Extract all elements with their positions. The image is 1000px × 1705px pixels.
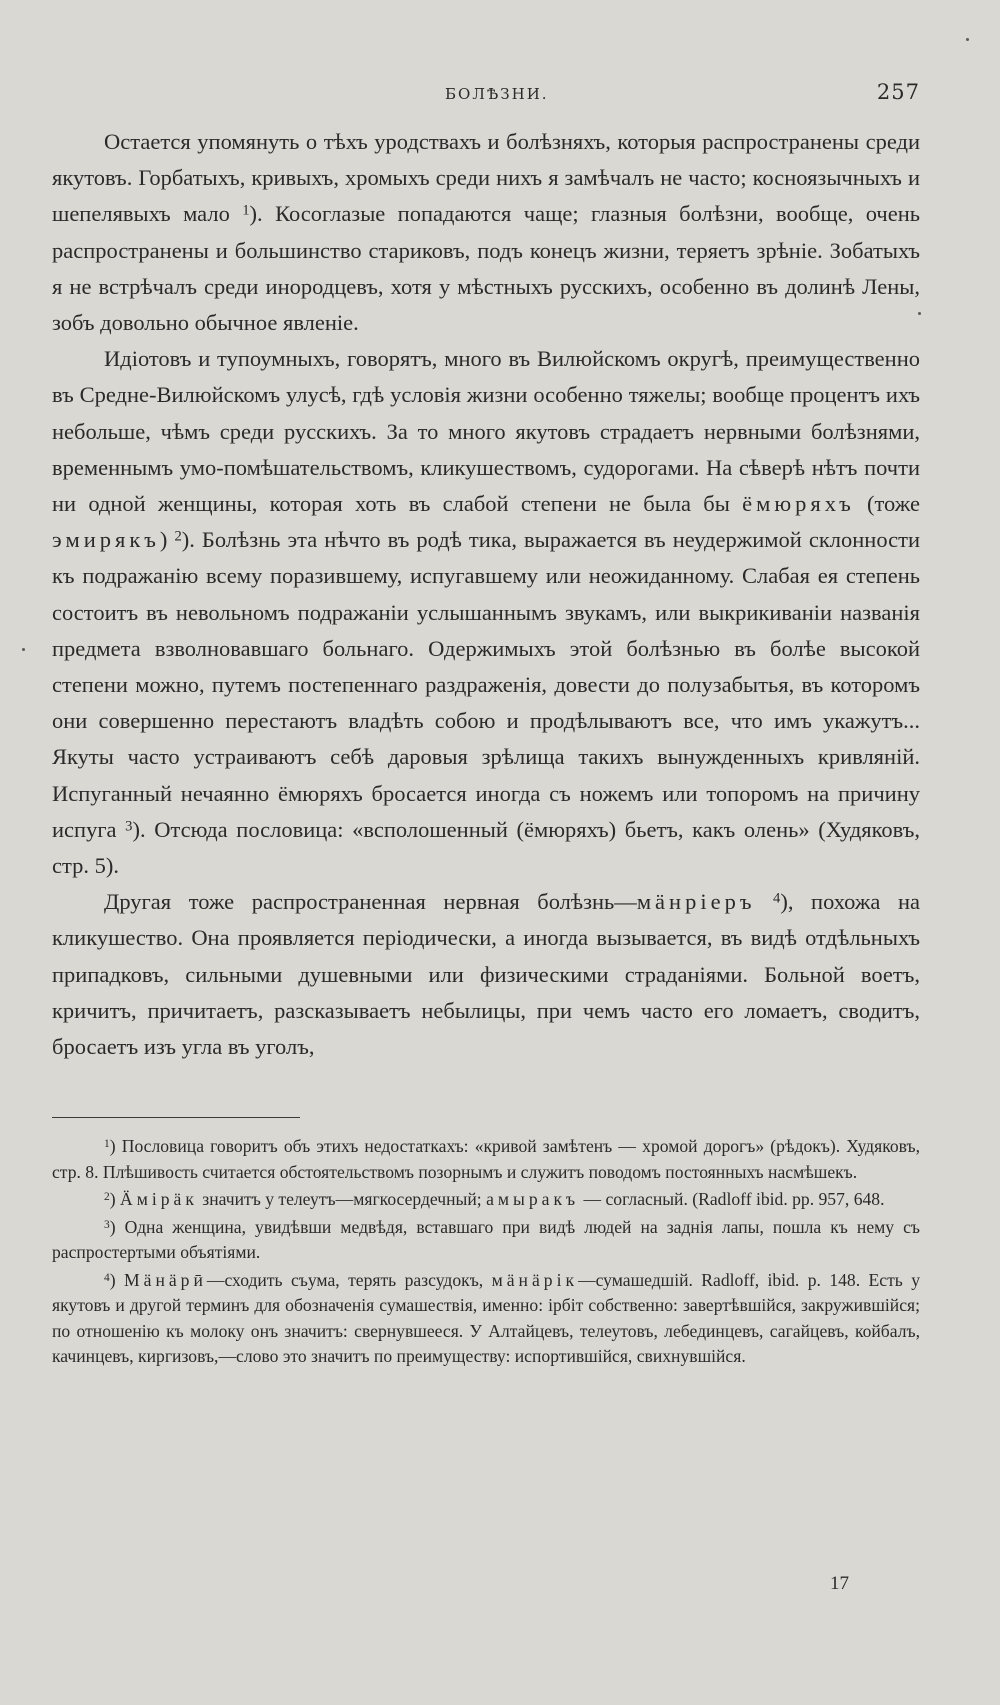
- footnote-1: $^1$) Пословица говоритъ объ этихъ недостаткахъ: «кривой замѣтенъ — хромой дорогъ» (рѣдокъ). Худяковъ, стр. 8. Плѣшивость считается обстоятельствомъ позорнымъ и служитъ поводомъ постоянныхъ насмѣшекъ.: [52, 1136, 921, 1182]
- paragraph-1-text: Остается упомянуть о тѣхъ уродствахъ и болѣзняхъ, которыя распространены среди якутовъ. Горбатыхъ, кривыхъ, хромыхъ среди нихъ я замѣчалъ не часто; косноязычныхъ и шепелявыхъ мало: [52, 129, 920, 227]
- paragraph-2-text-a: Идіотовъ и тупоумныхъ, говорятъ, много въ Вилюйскомъ округѣ, преимущественно въ Средне-Вилюйскомъ улусѣ, гдѣ условія жизни особенно тяжелы; вообще процентъ ихъ небольше, чѣмъ среди русскихъ. За то много якутовъ страдаетъ нервными болѣзнями, временнымъ умо-помѣшательствомъ, кликушествомъ, судорогами. На сѣверѣ нѣтъ почти ни одной женщины, которая хоть въ слабой степени не была бы: [52, 346, 920, 517]
- paper-speck: [918, 312, 921, 315]
- footnote-2-text-a: значитъ у телеутъ—мягкосердечный;: [202, 1189, 482, 1210]
- paragraph-2-text-b: (тоже: [867, 491, 920, 517]
- footnote-ref-1: 1: [242, 202, 250, 219]
- footnote-4-text-b: —сумашедшій. Radloff, ibid. p. 148. Есть у якутовъ и другой терминъ для обозначенія сумашествія, именно: ірбіт собственно: завертѣвшійся, закружившійся; по отношенію къ молоку онъ значитъ: свернувшееся. У Алтайцевъ, телеутовъ, лебединцевъ, сагайцевъ, койбалъ, качинцевъ, киргизовъ,—слово это значитъ по преимуществу: испортившійся, свихнувшійся.: [52, 1269, 920, 1367]
- footnote-4-term-a: Мӓнӓрӣ: [124, 1269, 207, 1290]
- footnote-4-mark: 4: [104, 1271, 110, 1284]
- footnote-1-mark: 1: [104, 1138, 110, 1151]
- footnote-ref-2: 2: [174, 528, 182, 545]
- paragraph-3-text-a: Другая тоже распространенная нервная болѣзнь—: [104, 889, 637, 915]
- footnote-3-mark: 3: [104, 1218, 110, 1231]
- paragraph-2-text-d: . Отсюда пословица: «всполошенный (ёмюряхъ) бьетъ, какъ олень» (Худяковъ, стр. 5).: [52, 816, 921, 879]
- footnote-4-term-b: мӓнӓрік: [491, 1269, 579, 1290]
- footnote-3: $^3$) Одна женщина, увидѣвши медвѣдя, вставшаго при видѣ людей на заднія лапы, пошла къ нему съ распростертыми объятіями.: [52, 1216, 920, 1263]
- body-text: [52, 124, 920, 1065]
- footnote-2-text-b: — согласный. (Radloff ibid. pp. 957, 648.: [583, 1189, 885, 1210]
- footnote-divider: [52, 1117, 300, 1118]
- footnote-ref-3: 3: [125, 818, 133, 835]
- paragraph-2: Идіотовъ и тупоумныхъ, говорятъ, много въ Вилюйскомъ округѣ, преимущественно въ Средне-Вилюйскомъ улусѣ, гдѣ условія жизни особенно тяжелы; вообще процентъ ихъ небольше, чѣмъ среди русскихъ. За то много якутовъ страдаетъ нервными болѣзнями, временнымъ умо-помѣшательствомъ, кликушествомъ, судорогами. На сѣверѣ нѣтъ почти ни одной женщины, которая хоть въ слабой степени не была бы ёмюряхъ (тоже эмирякъ) $^2$). Болѣзнь эта нѣчто въ родѣ тика, выражается въ неудержимой склонности къ подражанію всему поразившему, испугавшему или неожиданному. Слабая ея степень состоитъ въ невольномъ подражаніи услышаннымъ звукамъ, или выкрикиваніи названія предмета взволновавшаго больнаго. Одержимыхъ этой болѣзнью въ болѣе высокой степени можно, путемъ постепеннаго раздраженія, довести до полузабытья, въ которомъ они совершенно перестаютъ владѣть собою и продѣлываютъ все, что имъ укажутъ... Якуты часто устраиваютъ себѣ даровыя зрѣлища такихъ вынужденныхъ кривляній. Испуганный нечаянно ёмюряхъ бросается иногда съ ножемъ или топоромъ на причину испуга $^3$). Отсюда пословица: «всполошенный (ёмюряхъ) бьетъ, какъ олень» (Худяковъ, стр. 5).: [52, 346, 921, 879]
- paragraph-2-text-c: . Болѣзнь эта нѣчто въ родѣ тика, выражается въ неудержимой склонности къ подражанію всему поразившему, испугавшему или неожиданному. Слабая ея степень состоитъ въ невольномъ подражаніи услышаннымъ звукамъ, или выкрикиваніи названія предмета взволновавшаго больнаго. Одержимыхъ этой болѣзнью въ болѣе высокой степени можно, путемъ постепеннаго раздраженія, довести до полузабытья, въ которомъ они совершенно перестаютъ владѣть собою и продѣлываютъ все, что имъ укажутъ... Якуты часто устраиваютъ себѣ даровыя зрѣлища такихъ вынужденныхъ кривляній. Испуганный нечаянно ёмюряхъ бросается иногда съ ножемъ или топоромъ на причину испуга: [52, 527, 920, 842]
- footnote-ref-4: 4: [773, 890, 781, 907]
- page-header: [52, 80, 920, 120]
- paper-speck: [966, 38, 969, 41]
- term-emiryak: эмирякъ: [52, 527, 160, 553]
- footnote-3-text: Одна женщина, увидѣвши медвѣдя, вставшаго при видѣ людей на заднія лапы, пошла къ нему съ распростертыми объятіями.: [52, 1216, 920, 1263]
- paragraph-3-text-b: , похожа на кликушество. Она проявляется періодически, а иногда вызывается, въ видѣ отдѣльныхъ припадковъ, сильными душевными или физическими страданіями. Больной воетъ, кричитъ, причитаетъ, разсказываетъ небылицы, при чемъ часто его ломаетъ, сводитъ, бросаетъ изъ угла въ уголъ,: [52, 889, 920, 1060]
- term-manrier: мӓнріеръ: [636, 889, 756, 915]
- paragraph-1-tail: . Косоглазые попадаются чаще; глазныя болѣзни, вообще, очень распространены и большинство стариковъ, подъ конецъ жизни, теряетъ зрѣніе. Зобатыхъ я не встрѣчалъ среди инородцевъ, хотя у мѣстныхъ русскихъ, особенно въ долинѣ Лены, зобъ довольно обычное явленіе.: [52, 201, 920, 336]
- paragraph-1: Остается упомянуть о тѣхъ уродствахъ и болѣзняхъ, которыя распространены среди якутовъ. Горбатыхъ, кривыхъ, хромыхъ среди нихъ я замѣчалъ не часто; косноязычныхъ и шепелявыхъ мало $^1$). Косоглазые попадаются чаще; глазныя болѣзни, вообще, очень распространены и большинство стариковъ, подъ конецъ жизни, теряетъ зрѣніе. Зобатыхъ я не встрѣчалъ среди инородцевъ, хотя у мѣстныхъ русскихъ, особенно въ долинѣ Лены, зобъ довольно обычное явленіе.: [52, 129, 920, 336]
- signature-number: 17: [830, 1573, 849, 1594]
- footnote-4: $^4$) Мӓнӓрӣ—сходить съума, терять разсудокъ, мӓнӓрік—сумашедшій. Radloff, ibid. p. 148. Есть у якутовъ и другой терминъ для обозначенія сумашествія, именно: ірбіт собственно: завертѣвшійся, закружившійся; по отношенію къ молоку онъ значитъ: свернувшееся. У Алтайцевъ, телеутовъ, лебединцевъ, сагайцевъ, койбалъ, качинцевъ, киргизовъ,—слово это значитъ по преимуществу: испортившійся, свихнувшійся.: [52, 1269, 920, 1367]
- paragraph-3: Другая тоже распространенная нервная болѣзнь—мӓнріеръ $^4$), похожа на кликушество. Она проявляется періодически, а иногда вызывается, въ видѣ отдѣльныхъ припадковъ, сильными душевными или физическими страданіями. Больной воетъ, кричитъ, причитаетъ, разсказываетъ небылицы, при чемъ часто его ломаетъ, сводитъ, бросаетъ изъ угла въ уголъ,: [52, 889, 920, 1060]
- footnote-1-text: Пословица говоритъ объ этихъ недостаткахъ: «кривой замѣтенъ — хромой дорогъ» (рѣдокъ). Худяковъ, стр. 8. Плѣшивость считается обстоятельствомъ позорнымъ и служитъ поводомъ постоянныхъ насмѣшекъ.: [52, 1136, 921, 1182]
- running-title: БОЛѢЗНИ.: [445, 85, 549, 103]
- paper-speck: [22, 648, 25, 651]
- footnote-2-mark: 2: [104, 1191, 110, 1204]
- term-emuryakh: ёмюряхъ: [742, 491, 855, 517]
- footnote-4-text-a: —сходить съума, терять разсудокъ,: [206, 1269, 484, 1290]
- footnote-2: $^2$) Ӓмірӓк значитъ у телеутъ—мягкосердечный; амыракъ — согласный. (Radloff ibid. pp. 957, 648.: [104, 1189, 885, 1210]
- footnote-2-term-b: амыракъ: [486, 1189, 580, 1210]
- footnote-2-term-a: Ӓмірӓк: [119, 1189, 198, 1210]
- page-number: 257: [876, 80, 920, 104]
- footnotes: [52, 1134, 920, 1370]
